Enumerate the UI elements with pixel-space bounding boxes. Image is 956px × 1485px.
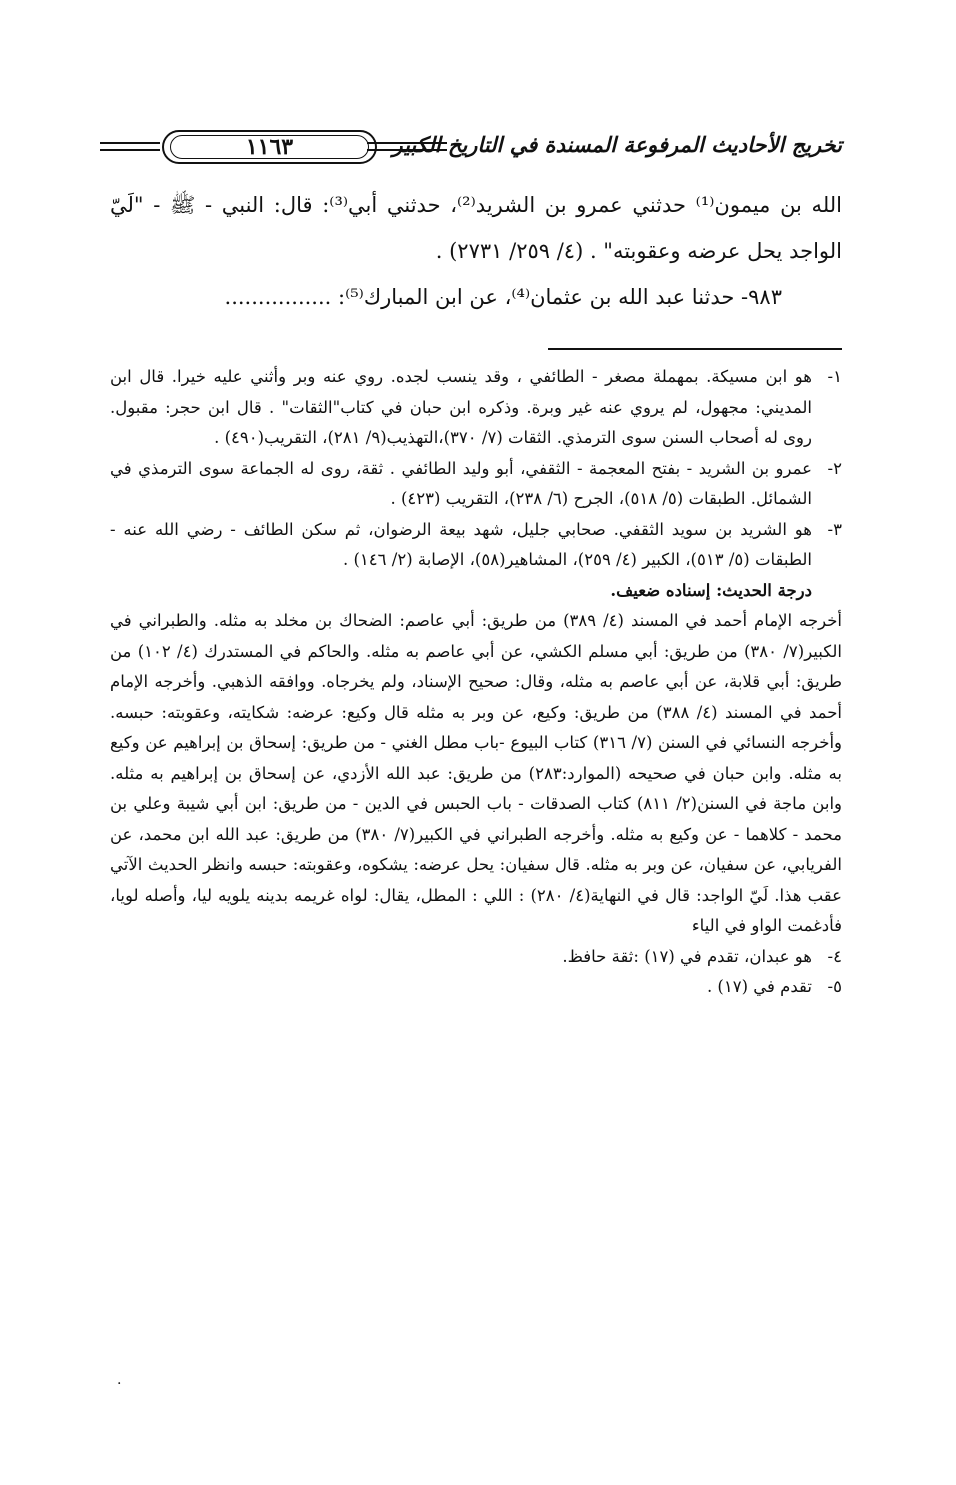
footnote-number: ٣-: [827, 519, 842, 539]
footnote-text: هو ابن مسيكة. بمهملة مصغر - الطائفي ، وقد ينسب لجده. روي عنه وبر وأثني عليه خيرا. قال ابن المديني: مجهول، لم يروي عنه غير وبرة. وذكره ابن حبان في كتاب"الثقات" . قال ابن حجر: مقبول. روى له أصحاب السنن سوى الترمذي. الثقات (٧/ ٣٧٠)،التهذيب(٩/ ٢٨١)، التقريب(٤٩٠) .: [110, 367, 812, 447]
footnote-5: [110, 972, 842, 1003]
stray-dot-mark: .: [117, 1372, 122, 1388]
page-number-badge: ١١٦٣: [162, 130, 377, 164]
main-text: [110, 182, 842, 320]
footnote-3: [110, 515, 842, 576]
footnote-number: ١-: [827, 367, 842, 386]
footnote-text: تقدم في (١٧) .: [706, 977, 812, 996]
book-title: تخريج الأحاديث المرفوعة المسندة في التاريخ الكبير: [392, 132, 842, 157]
footnote-number: ٤-: [827, 946, 842, 966]
footnote-1: [110, 362, 842, 454]
footnotes: [110, 362, 842, 1003]
footnote-2: [110, 454, 842, 515]
footnote-text: هو عبدان، تقدم في (١٧) :ثقة حافظ.: [562, 946, 812, 966]
footnote-divider: [548, 348, 842, 350]
footnote-4: [110, 942, 842, 973]
footnote-text: هو الشريد بن سويد الثقفي. صحابي جليل، شهد بيعة الرضوان، ثم سكن الطائف - رضي الله عنه - الطبقات (٥/ ٥١٣)، الكبير (٤/ ٢٥٩)، المشاهير(٥٨)، الإصابة (٢/ ١٤٦) .: [110, 519, 812, 569]
running-header: [100, 128, 842, 172]
footnote-number: ٥-: [827, 977, 842, 996]
footnote-text: عمرو بن الشريد - بفتح المعجمة - الثقفي، أبو وليد الطائفي . ثقة، روى له الجماعة سوى الترمذي في الشمائل. الطبقات (٥/ ٥١٨)، الجرح (٦/ ٢٣٨)، التقريب (٤٢٣) .: [110, 458, 812, 508]
hadith-grade: درجة الحديث: إسناده ضعيف.: [610, 580, 812, 600]
hadith-text: الله بن ميمون⁽¹⁾ حدثني عمرو بن الشريد⁽²⁾، حدثني أبي⁽³⁾: قال: النبي - ﷺ - "لَيّ الواجد يحل عرضه وعقوبته" . (٤/ ٢٥٩/ ٢٧٣١) .: [110, 193, 842, 263]
header-rule-right: [367, 142, 447, 151]
takhrij-paragraph: أخرجه الإمام أحمد في المسند (٤/ ٣٨٩) من طريق: أبي عاصم: الضحاك بن مخلد به مثله. والطبراني في الكبير(٧/ ٣٨٠) من طريق: أبي مسلم الكشي، عن أبي عاصم به مثله. والحاكم في المستدرك (٤/ ١٠٢) من طريق: أبي قلابة، عن أبي عاصم به مثله، وقال: صحيح الإسناد، ولم يخرجاه. ووافقه الذهبي. وأخرجه الإمام أحمد في المسند (٤/ ٣٨٨) من طريق: وكيع، عن وبر به مثله قال وكيع: عرضه: شكايته، وعقوبته: حبسه. وأخرجه النسائي في السنن (٧/ ٣١٦) كتاب البيوع -باب مطل الغني - من طريق: إسحاق بن إبراهيم عن وكيع به مثله. وابن حبان في صحيحه (الموارد:٢٨٣) من طريق: عبد الله الأزدي، عن إسحاق بن إبراهيم به مثله. وابن ماجة في السنن(٢/ ٨١١) كتاب الصدقات - باب الحبس في الدين - من طريق: ابن أبي شيبة وعلي بن محمد - كلاهما - عن وكيع به مثله. وأخرجه الطبراني في الكبير(٧/ ٣٨٠) من طريق: عبد الله ابن محمد، عن الفريابي، عن سفيان، عن وبر به مثله. قال سفيان: يحل عرضه: يشكوه، وعقوبته: حبسه وانظر الحديث الآتي عقب هذا. لَيّ الواجد: قال في النهاية(٤/ ٢٨٠) : اللي : المطل، يقال: لواه غريمه بدينه يلويه ليا، وأصله لويا، فأدغمت الواو في الياء: [110, 611, 843, 935]
footnote-number: ٢-: [827, 458, 842, 478]
hadith-983-isnad: ٩٨٣- حدثنا عبد الله بن عثمان⁽⁴⁾، عن ابن المبارك⁽⁵⁾: ................: [224, 285, 782, 309]
header-rule-left: [100, 142, 160, 151]
